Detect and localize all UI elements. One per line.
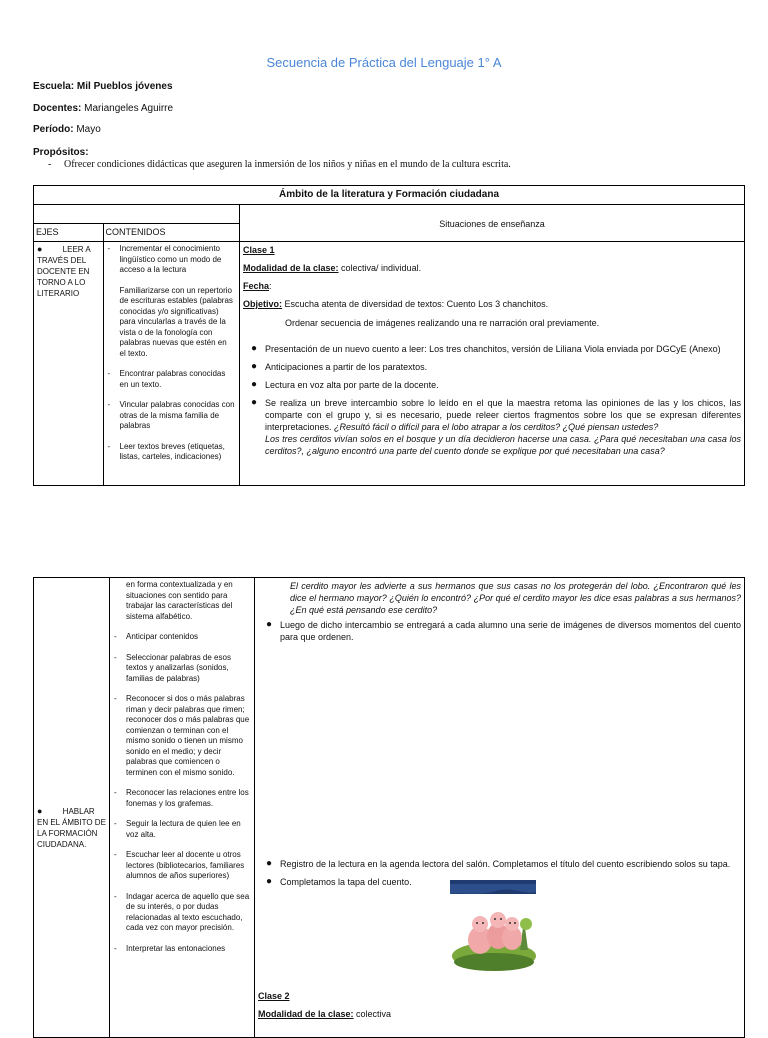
list-item: - Reconocer las relaciones entre los fonemas y los grafemas.	[114, 788, 249, 808]
list-item: ● Luego de dicho intercambio se entregará a cada alumno una serie de imágenes de diversos momentos del cuento para que ordenen.	[265, 619, 741, 642]
list-item: en forma contextualizada y en situaciones con sentido para trabajar las características del sistema alfabético.	[126, 580, 233, 621]
list-item: - Seguir la lectura de quien lee en voz alta.	[114, 819, 241, 839]
document-title: Secuencia de Práctica del Lenguaje 1° A	[266, 55, 502, 70]
school-line	[33, 81, 173, 92]
list-item: - Indagar acerca de aquello que sea de su interés, o por dudas relacionadas al texto escuchado, cada vez con mayor precisión.	[114, 891, 250, 932]
school-value: Mil Pueblos jóvenes	[76, 81, 173, 92]
teaching-table-page2	[33, 577, 745, 1038]
period-line	[33, 124, 101, 135]
ejes-header: EJES	[34, 224, 104, 242]
teaching-table-page1	[33, 185, 745, 486]
school-label: Escuela:	[33, 81, 75, 92]
list-item: - Escuchar leer al docente u otros lectores (bibliotecarios, familiares alumnos de años superiores)	[114, 850, 245, 880]
list-item: ● Presentación de un nuevo cuento a leer: Los tres chanchitos, versión de Liliana Viola enviada por DGCyE (Anexo)	[250, 343, 721, 354]
three-pigs-illustration	[450, 880, 536, 972]
list-item: - Interpretar las entonaciones	[114, 943, 226, 953]
list-item: - Vincular palabras conocidas con otras de la misma familia de palabras	[107, 400, 235, 430]
list-item: ● Completamos la tapa del cuento.	[265, 876, 412, 887]
list-item: ● Registro de la lectura en la agenda lectora del salón. Completamos el título del cuento escribiendo solos su tapa.	[265, 858, 731, 869]
list-item: ● Se realiza un breve intercambio sobre lo leído en el que la maestra retoma las opiniones de las y los chicos, las comparte con el grupo y, si es necesario, puede releer ciertos fragmentos sobre los que se expresan diferentes interpretaciones. ¿Resultó fácil o difícil para el lobo atrapar a los cerditos? ¿Qué piensan ustedes? Los tres cerditos vivían solos en el bosque y un día decidieron hacerse una casa. ¿Para qué necesitaban una casa los cerditos?, ¿alguno encontró una parte del cuento donde se explique por qué necesitaban una casa?	[250, 397, 741, 456]
contenidos-list	[103, 242, 240, 486]
table-header: Ámbito de la literatura y Formación ciudadana	[34, 186, 745, 205]
list-item: - Seleccionar palabras de esos textos y analizarlas (sonidos, familias de palabras)	[114, 652, 231, 683]
clase2-title: Clase 2	[258, 991, 290, 1001]
contenidos-header: CONTENIDOS	[103, 224, 240, 242]
clase1-title: Clase 1	[243, 245, 275, 255]
list-item: ● Anticipaciones a partir de los paratextos.	[250, 361, 428, 372]
clase-cell-2: El cerdito mayor les advierte a sus hermanos que sus casas no los protegerán del lobo. ¿Encontraron qué les dice el hermano mayor? ¿Quién lo encontró? ¿Por qué el cerdito mayor les dice esas palabras a sus hermanos? ¿En qué está pensando ese cerdito? ● Luego de dicho intercambio se entregará a cada alumno una serie de imágenes de diversos momentos del cuento para que ordenen. ● Registro de la lectura en la agenda lectora del salón. Completamos el título del cuento escribiendo solos su tapa. ● Completamos la tapa del cuento. Clase 2 Modalidad de la clase: colectiva	[255, 578, 745, 1038]
eje-leer: ● LEER A TRAVÉS DEL DOCENTE EN TORNO A LO LITERARIO	[34, 242, 104, 486]
situaciones-header: Situaciones de enseñanza	[240, 205, 745, 242]
teachers-line	[33, 103, 173, 114]
teachers-label: Docentes:	[33, 103, 82, 114]
list-item: - Incrementar el conocimiento lingüístico como un modo de acceso a la lectura	[107, 244, 222, 274]
purposes-label: Propósitos:	[33, 147, 89, 158]
list-item: - Leer textos breves (etiquetas, listas, carteles, indicaciones)	[107, 441, 225, 461]
list-item: Familiarizarse con un repertorio de escrituras estables (palabras conocidas y/o significativas) para vincularlas a través de la vista o de la fonología con palabras nuevas que estén en el texto.	[119, 285, 233, 358]
list-item: - Reconocer si dos o más palabras riman y decir palabras que rimen; reconocer dos o más palabras que comienzan o terminan con el mismo sonido o tienen un mismo sonido en el medio; y decir palabras que comiencen o terminen con el mismo sonido.	[114, 694, 250, 777]
period-value: Mayo	[76, 124, 101, 135]
list-item: - Anticipar contenidos	[114, 632, 199, 641]
purpose-item: - Ofrecer condiciones didácticas que aseguren la inmersión de los niños y niñas en el mundo de la cultura escrita.	[48, 159, 511, 170]
list-item: - Encontrar palabras conocidas en un texto.	[107, 369, 226, 389]
clase1-cell: Clase 1 Modalidad de la clase: colectiva/ individual. Fecha: Objetivo: Escucha atenta de diversidad de textos: Cuento Los 3 chanchitos. Ordenar secuencia de imágenes realizando una re narración oral previamente. ● Presentación de un nuevo cuento a leer: Los tres chanchitos, versión de Liliana Viola enviada por DGCyE (Anexo) ● Anticipaciones a partir de los paratextos. ● Lectura en voz alta por parte de la docente. ● Se realiza un breve intercambio sobre lo leído en el que la maestra retoma las opiniones de las y los chicos, las comparte con el grupo y, si es necesario, puede releer ciertos fragmentos sobre los que se expresan diferentes interpretaciones. ¿Resultó fácil o difícil para el lobo atrapar a los cerditos? ¿Qué piensan ustedes? Los tres cerditos vivían solos en el bosque y un día decidieron hacerse una casa. ¿Para qué necesitaban una casa los cerditos?, ¿alguno encontró una parte del cuento donde se explique por qué necesitaban una casa?	[240, 242, 745, 486]
teachers-value: Mariangeles Aguirre	[84, 103, 174, 114]
contenidos-list-2	[110, 578, 255, 1038]
eje-hablar: ● HABLAR EN EL ÁMBITO DE LA FORMACIÓN CIUDADANA.	[34, 578, 110, 1038]
list-item: ● Lectura en voz alta por parte de la docente.	[250, 379, 439, 390]
period-label: Período:	[33, 124, 74, 135]
